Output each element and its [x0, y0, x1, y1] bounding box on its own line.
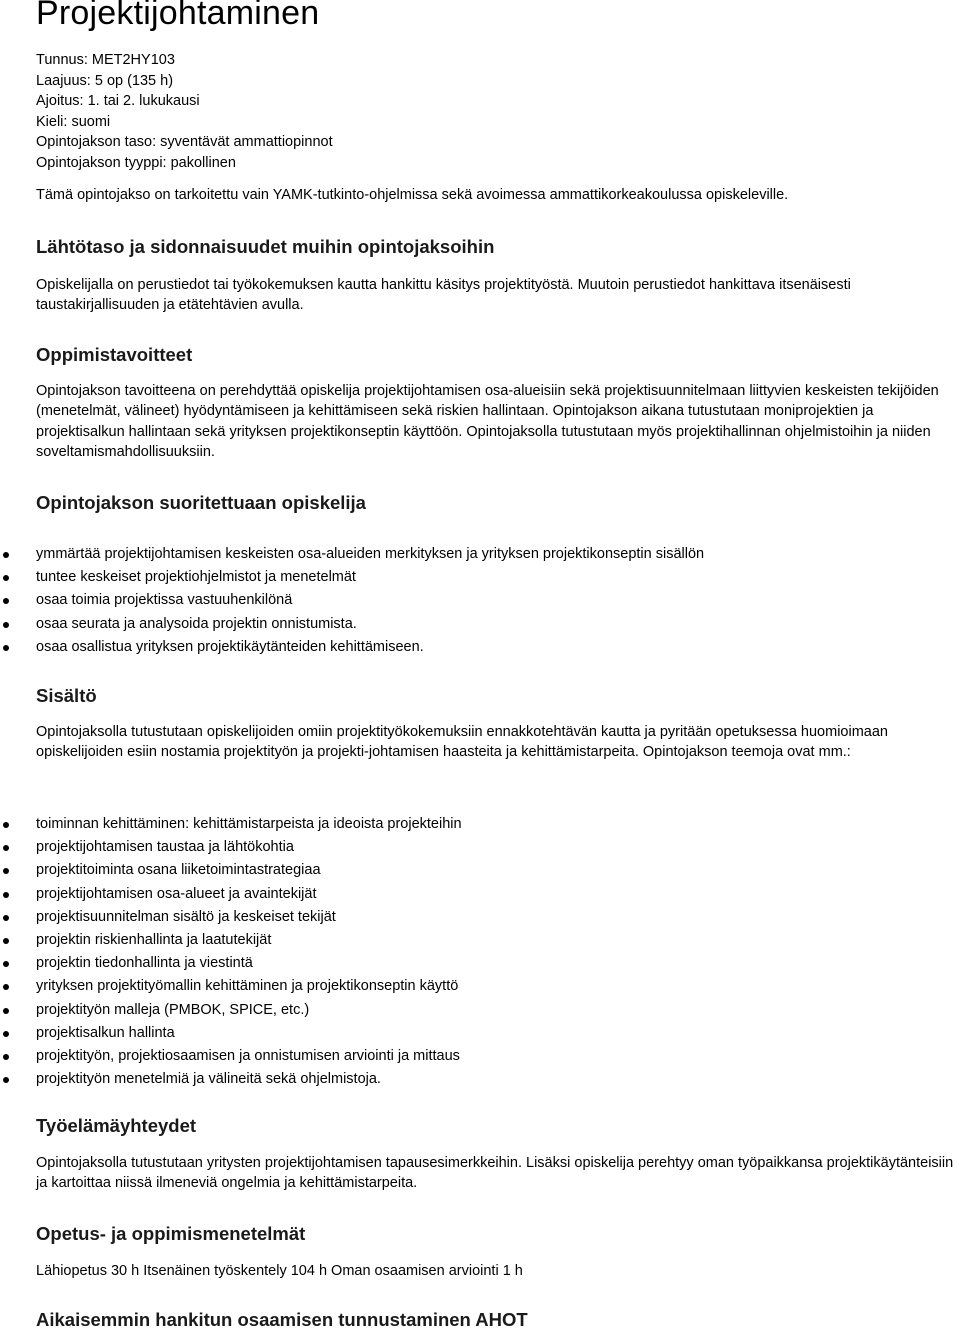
list-item: projektin tiedonhallinta ja viestintä	[36, 952, 936, 975]
heading-worklife: Työelämäyhteydet	[36, 1115, 197, 1136]
list-item: osaa seurata ja analysoida projektin onnistumista.	[36, 613, 936, 636]
list-item: projektin riskienhallinta ja laatutekijät	[36, 929, 936, 952]
bullet-icon	[3, 552, 9, 558]
heading-prerequisites: Lähtötaso ja sidonnaisuudet muihin opintojaksoihin	[36, 236, 495, 257]
list-item: projektityön, projektiosaamisen ja onnistumisen arviointi ja mittaus	[36, 1045, 936, 1068]
outcomes-list	[36, 543, 936, 659]
worklife-text: Opintojaksolla tutustutaan yritysten projektijohtamisen tapausesimerkkeihin. Lisäksi opiskelija perehtyy oman työpaikkansa projektikäytänteisiin ja kartoittaa niissä ilmeneviä ongelmia ja kehittämistarpeita.	[36, 1155, 954, 1192]
bullet-icon	[3, 645, 9, 651]
list-item: toiminnan kehittäminen: kehittämistarpeista ja ideoista projekteihin	[36, 813, 936, 836]
list-item: projektijohtamisen osa-alueet ja avaintekijät	[36, 883, 936, 906]
bullet-icon	[3, 1054, 9, 1060]
heading-objectives: Oppimistavoitteet	[36, 344, 193, 365]
bullet-icon	[3, 1031, 9, 1037]
list-item: ymmärtää projektijohtamisen keskeisten osa-alueiden merkityksen ja yrityksen projektikonseptin sisällön	[36, 543, 936, 566]
bullet-icon	[3, 598, 9, 604]
list-item: projektisalkun hallinta	[36, 1022, 936, 1045]
bullet-icon	[3, 915, 9, 921]
content-text: Opintojaksolla tutustutaan opiskelijoiden omiin projektityökokemuksiin ennakkotehtävän kautta ja pyritään opetuksessa huomioimaan opiskelijoiden esiin nostamia projektityön ja projekti-johtamisen haasteita ja kehittämistarpeita. Opintojakson teemoja ovat mm.:	[36, 724, 888, 761]
heading-outcomes: Opintojakson suoritettuaan opiskelija	[36, 492, 366, 513]
bullet-icon	[3, 961, 9, 967]
bullet-icon	[3, 622, 9, 628]
bullet-icon	[3, 1077, 9, 1083]
bullet-icon	[3, 845, 9, 851]
heading-content: Sisältö	[36, 685, 97, 706]
heading-methods: Opetus- ja oppimismenetelmät	[36, 1223, 306, 1244]
meta-code: Tunnus: MET2HY103	[36, 52, 175, 68]
meta-level: Opintojakson taso: syventävät ammattiopinnot	[36, 134, 333, 150]
methods-text: Lähiopetus 30 h Itsenäinen työskentely 104 h Oman osaamisen arviointi 1 h	[36, 1263, 523, 1279]
list-item: projektitoiminta osana liiketoimintastrategiaa	[36, 859, 936, 882]
list-item: yrityksen projektityömallin kehittäminen ja projektikonseptin käyttö	[36, 975, 936, 998]
list-item: projektijohtamisen taustaa ja lähtökohtia	[36, 836, 936, 859]
bullet-icon	[3, 938, 9, 944]
list-item: tuntee keskeiset projektiohjelmistot ja menetelmät	[36, 566, 936, 589]
bullet-icon	[3, 822, 9, 828]
course-meta	[36, 50, 333, 173]
list-item: osaa toimia projektissa vastuuhenkilönä	[36, 589, 936, 612]
list-item: projektisuunnitelman sisältö ja keskeiset tekijät	[36, 906, 936, 929]
list-item: projektityön malleja (PMBOK, SPICE, etc.)	[36, 999, 936, 1022]
meta-timing: Ajoitus: 1. tai 2. lukukausi	[36, 93, 200, 109]
bullet-icon	[3, 868, 9, 874]
prerequisites-text: Opiskelijalla on perustiedot tai työkokemuksen kautta hankittu käsitys projektityöstä. Muutoin perustiedot hankittava itsenäisesti taustakirjallisuuden ja etätehtävien avulla.	[36, 277, 851, 314]
bullet-icon	[3, 984, 9, 990]
objectives-text: Opintojakson tavoitteena on perehdyttää opiskelija projektijohtamisen osa-alueisiin sekä projektisuunnitelmaan liittyvien keskeisten tekijöiden (menetelmät, välineet) hyödyntämiseen ja kehittämiseen sekä riskien hallintaan. Opintojakson aikana tutustutaan moniprojektien ja projektisalkun hallintaan sekä yrityksen projektikonseptin käyttöön. Opintojaksolla tutustutaan myös projektihallinnan ohjelmistoihin ja niiden soveltamismahdollisuuksiin.	[36, 383, 939, 460]
bullet-icon	[3, 575, 9, 581]
content-list	[36, 813, 936, 1091]
meta-type: Opintojakson tyyppi: pakollinen	[36, 154, 236, 171]
list-item: projektityön menetelmiä ja välineitä sekä ohjelmistoja.	[36, 1068, 936, 1091]
intro-text: Tämä opintojakso on tarkoitettu vain YAMK-tutkinto-ohjelmissa sekä avoimessa ammattikorkeakoulussa opiskeleville.	[36, 187, 789, 203]
heading-recognition: Aikaisemmin hankitun osaamisen tunnustaminen AHOT	[36, 1309, 528, 1330]
meta-credits: Laajuus: 5 op (135 h)	[36, 72, 174, 89]
meta-language: Kieli: suomi	[36, 113, 111, 130]
bullet-icon	[3, 892, 9, 898]
list-item: osaa osallistua yrityksen projektikäytänteiden kehittämiseen.	[36, 636, 936, 659]
page-title: Projektijohtaminen	[36, 0, 320, 32]
bullet-icon	[3, 1008, 9, 1014]
